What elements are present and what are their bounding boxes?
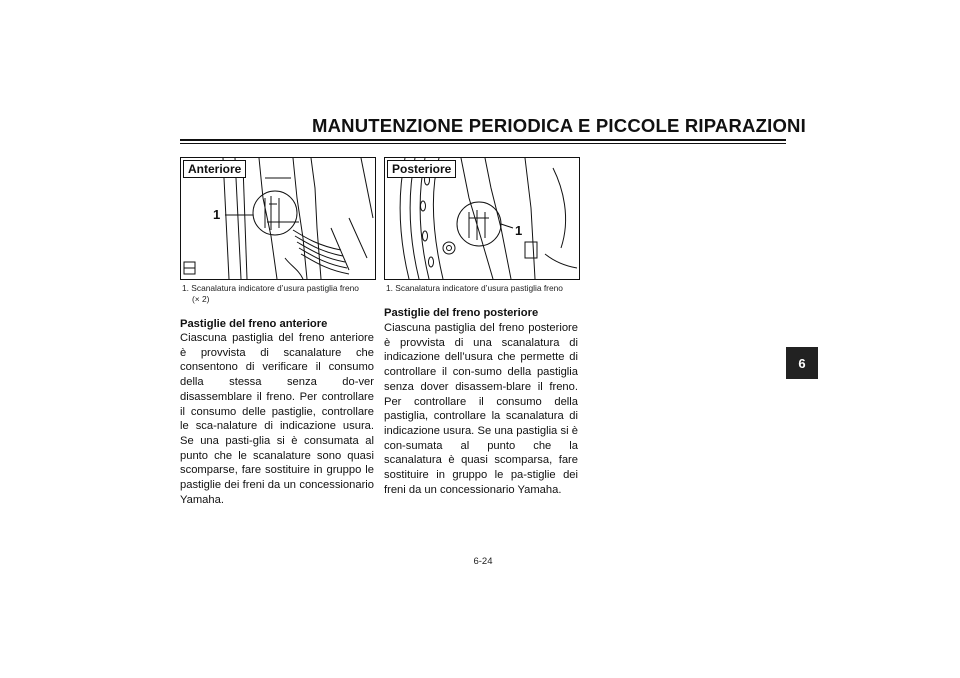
rear-figure-caption: 1. Scanalatura indicatore d’usura pastiglia freno [386, 283, 563, 293]
front-section-body: Ciascuna pastiglia del freno anteriore è provvista di scanalature che consentono di verificare il consumo della stessa senza do-ver disassemblare il freno. Per controllare il consumo delle pastiglie, controllare le sca-nalature di indicazione usura. Se una pasti-glia si è consumata al punto che le scanalature sono quasi scomparse, fare sostituire in gruppo le pastiglie dei freni da un concessionario Yamaha. [180, 332, 374, 506]
rear-figure-label: Posteriore [387, 160, 456, 178]
front-figure-label: Anteriore [183, 160, 246, 178]
front-caption-line1: 1. Scanalatura indicatore d’usura pastiglia freno [182, 283, 359, 293]
chapter-tab: 6 [786, 347, 818, 379]
front-caption-line2: (× 2) [192, 294, 210, 304]
header-rule-thick [180, 139, 786, 141]
header-rule-thin [180, 143, 786, 144]
front-figure-caption [182, 283, 377, 305]
rear-section-body: Ciascuna pastiglia del freno posteriore è provvista di una scanalatura di indicazione dell’usura che permette di controllare il con-sumo della pastiglia senza dover disassem-blare il freno. Per controllare il consumo della pastiglia, controllare la scanalatura di indicazione usura. Se una pastiglia si è con-sumata al punto che la scanalatura è quasi scomparsa, fare sostituire in gruppo le pa-stiglie dei freni da un concessionario Yamaha. [384, 322, 578, 496]
rear-callout-number: 1 [515, 223, 523, 238]
front-section-heading: Pastiglie del freno anteriore [180, 318, 328, 330]
page-title: MANUTENZIONE PERIODICA E PICCOLE RIPARAZIONI [312, 115, 806, 136]
page-number: 6-24 [473, 556, 493, 567]
front-callout-number: 1 [213, 207, 221, 222]
rear-section-heading: Pastiglie del freno posteriore [384, 307, 539, 319]
rear-brake-illustration [384, 157, 580, 280]
front-brake-illustration [180, 157, 376, 280]
